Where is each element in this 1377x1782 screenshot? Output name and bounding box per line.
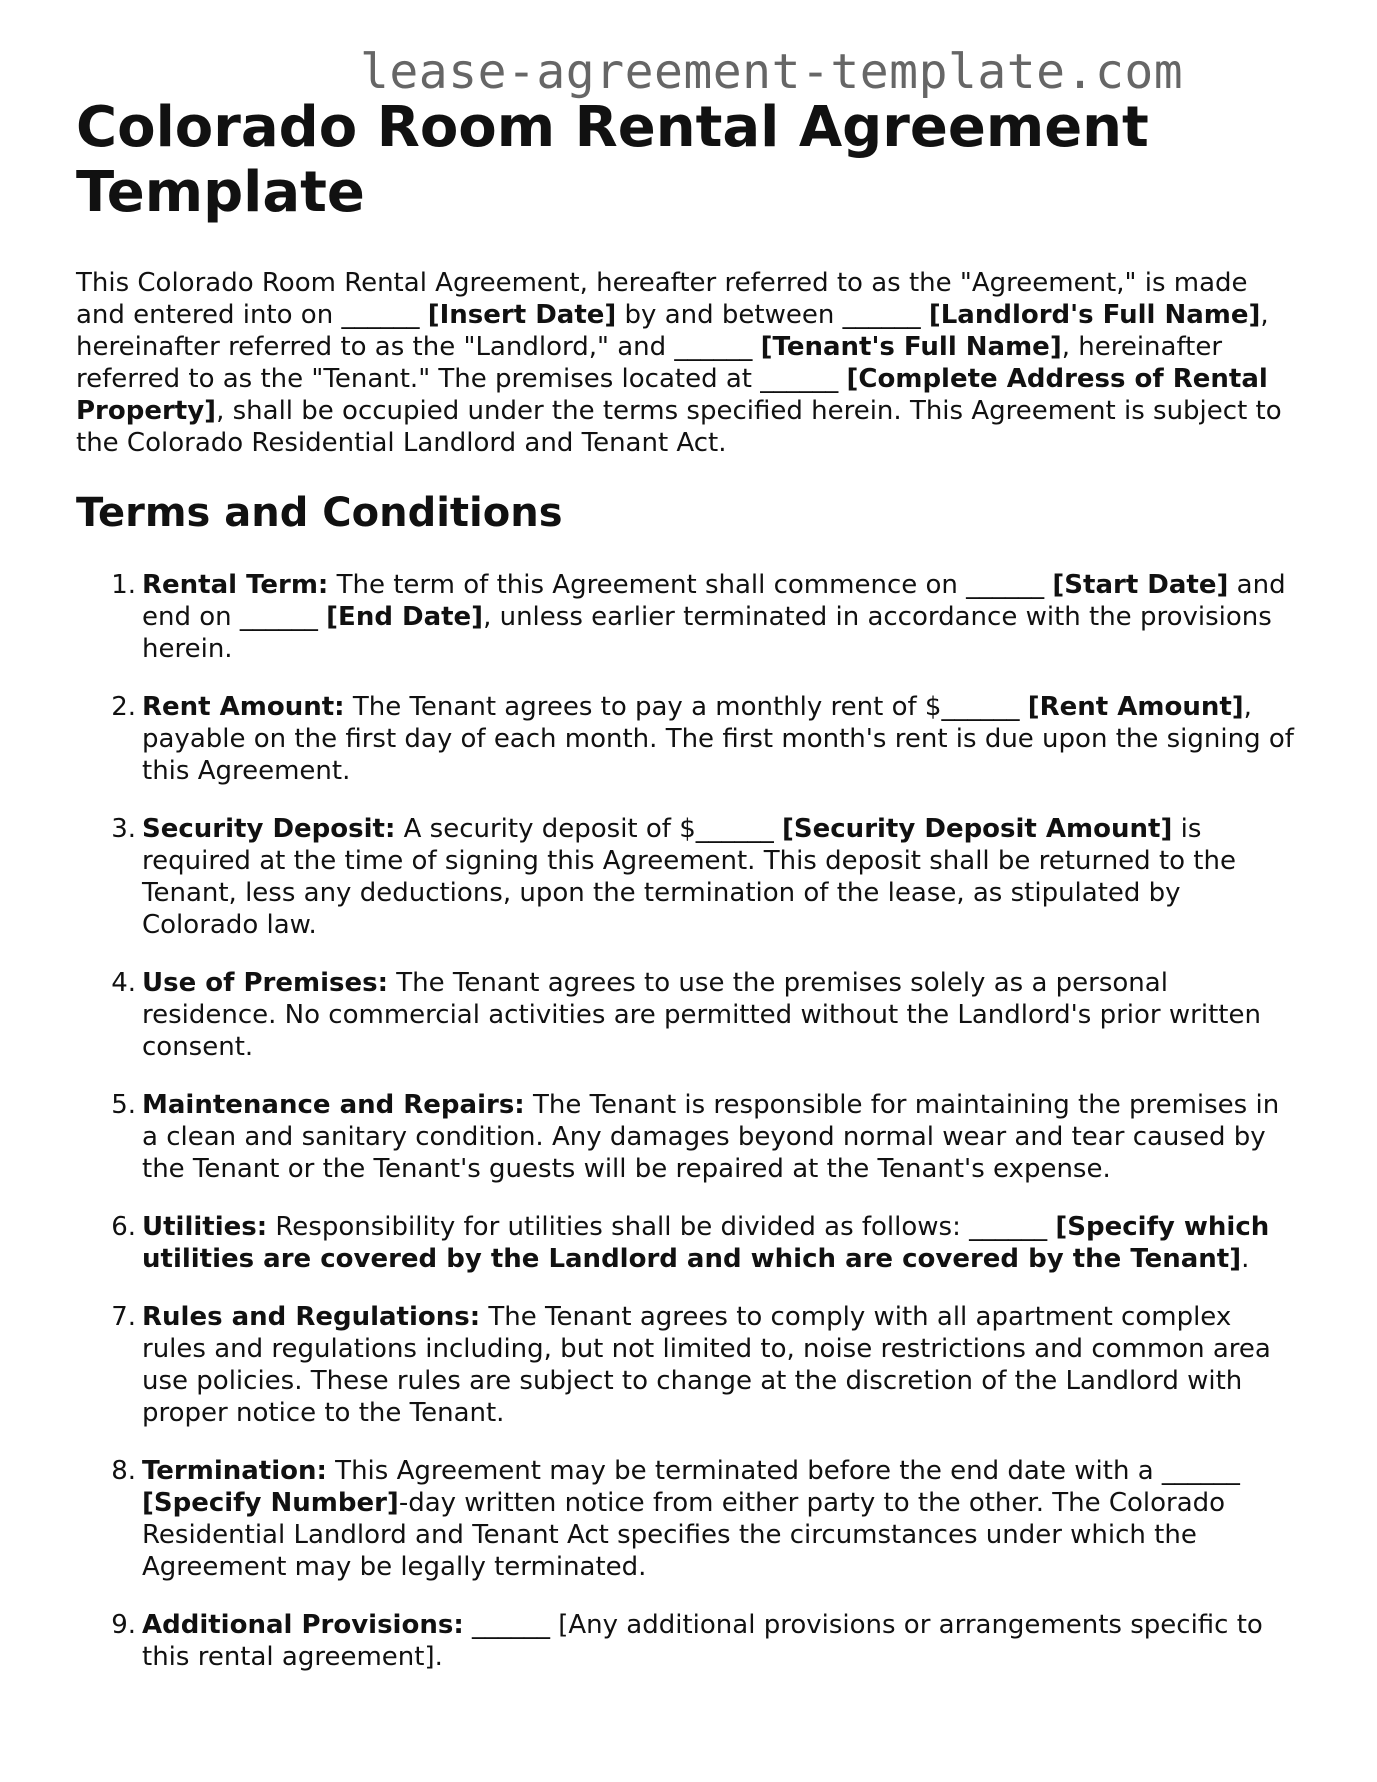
deposit-placeholder: [Security Deposit Amount]: [782, 814, 1173, 844]
term-label: Rules and Regulations:: [142, 1302, 481, 1332]
intro-text: , shall be occupied under the terms specified herein. This Agreement is subject to the Colorado Residential Landlord and Tenant Act.: [76, 396, 1282, 458]
term-number: 3.: [111, 814, 136, 844]
intro-paragraph: [76, 267, 1296, 459]
utilities-placeholder: [Specify which utilities are covered by the Landlord and which are covered by the Tenant]: [142, 1212, 1270, 1274]
term-text: This Agreement may be terminated before the end date with a ______: [326, 1456, 1240, 1486]
term-number: 9.: [111, 1610, 136, 1640]
terms-list: [76, 569, 1296, 1673]
term-text: .: [1241, 1244, 1250, 1274]
tenant-placeholder: [Tenant's Full Name]: [760, 332, 1062, 362]
term-rent-amount: [76, 691, 1296, 787]
term-label: Security Deposit:: [142, 814, 396, 844]
term-text: A security deposit of $______: [395, 814, 783, 844]
term-number: 1.: [111, 570, 136, 600]
end-date-placeholder: [End Date]: [326, 602, 484, 632]
date-placeholder: [Insert Date]: [427, 300, 617, 330]
term-label: Additional Provisions:: [142, 1610, 464, 1640]
intro-text: , hereinafter referred to as the "Tenant." The premises located at ______: [76, 332, 1223, 394]
term-maintenance: [76, 1089, 1296, 1185]
term-termination: [76, 1455, 1296, 1583]
term-text: Responsibility for utilities shall be divided as follows: ______: [267, 1212, 1056, 1242]
term-text: The Tenant is responsible for maintaining the premises in a clean and sanitary condition. Any damages beyond normal wear and tear caused by the Tenant or the Tenant's guests will be repaired at the Tenant's expense.: [142, 1090, 1280, 1184]
term-number: 2.: [111, 692, 136, 722]
term-text: The Tenant agrees to comply with all apartment complex rules and regulations including, but not limited to, noise restrictions and common area use policies. These rules are subject to change at the discretion of the Landlord with proper notice to the Tenant.: [142, 1302, 1271, 1428]
term-text: ______ [Any additional provisions or arrangements specific to this rental agreement].: [142, 1610, 1263, 1672]
term-text: The Tenant agrees to use the premises solely as a personal residence. No commercial activities are permitted without the Landlord's prior written consent.: [142, 968, 1261, 1062]
term-label: Maintenance and Repairs:: [142, 1090, 525, 1120]
rent-amount-placeholder: [Rent Amount]: [1027, 692, 1244, 722]
term-label: Rent Amount:: [142, 692, 345, 722]
term-number: 5.: [111, 1090, 136, 1120]
term-text: , unless earlier terminated in accordance with the provisions herein.: [142, 602, 1272, 664]
term-utilities: [76, 1211, 1296, 1275]
term-rules: [76, 1301, 1296, 1429]
notice-days-placeholder: [Specify Number]: [142, 1488, 399, 1518]
term-label: Use of Premises:: [142, 968, 388, 998]
term-text: The Tenant agrees to pay a monthly rent of $______: [344, 692, 1028, 722]
term-text: The term of this Agreement shall commence on ______: [328, 570, 1053, 600]
intro-text: , hereinafter referred to as the "Landlord," and ______: [76, 300, 1269, 362]
term-label: Utilities:: [142, 1212, 268, 1242]
term-number: 4.: [111, 968, 136, 998]
term-security-deposit: [76, 813, 1296, 941]
intro-text: This Colorado Room Rental Agreement, hereafter referred to as the "Agreement," is made and entered into on ______: [76, 268, 1248, 330]
term-text: is required at the time of signing this Agreement. This deposit shall be returned to the Tenant, less any deductions, upon the termination of the lease, as stipulated by Colorado law.: [142, 814, 1236, 940]
term-number: 8.: [111, 1456, 136, 1486]
intro-text: by and between ______: [616, 300, 929, 330]
term-number: 7.: [111, 1302, 136, 1332]
document-page: [76, 95, 1296, 1699]
term-text: and end on ______: [142, 570, 1286, 632]
address-placeholder: [Complete Address of Rental Property]: [76, 364, 1268, 426]
document-title: Colorado Room Rental Agreement Template: [76, 95, 1149, 225]
landlord-placeholder: [Landlord's Full Name]: [928, 300, 1261, 330]
term-rental-term: [76, 569, 1296, 665]
term-label: Rental Term:: [142, 570, 329, 600]
term-use-of-premises: [76, 967, 1296, 1063]
term-text: , payable on the first day of each month. The first month's rent is due upon the signing of this Agreement.: [142, 692, 1294, 786]
watermark: lease-agreement-template.com: [360, 44, 1184, 100]
term-additional-provisions: [76, 1609, 1296, 1673]
start-date-placeholder: [Start Date]: [1052, 570, 1229, 600]
section-heading: Terms and Conditions: [76, 490, 563, 536]
term-number: 6.: [111, 1212, 136, 1242]
term-label: Termination:: [142, 1456, 327, 1486]
term-text: -day written notice from either party to the other. The Colorado Residential Landlord and Tenant Act specifies the circumstances under which the Agreement may be legally terminated.: [142, 1488, 1226, 1582]
